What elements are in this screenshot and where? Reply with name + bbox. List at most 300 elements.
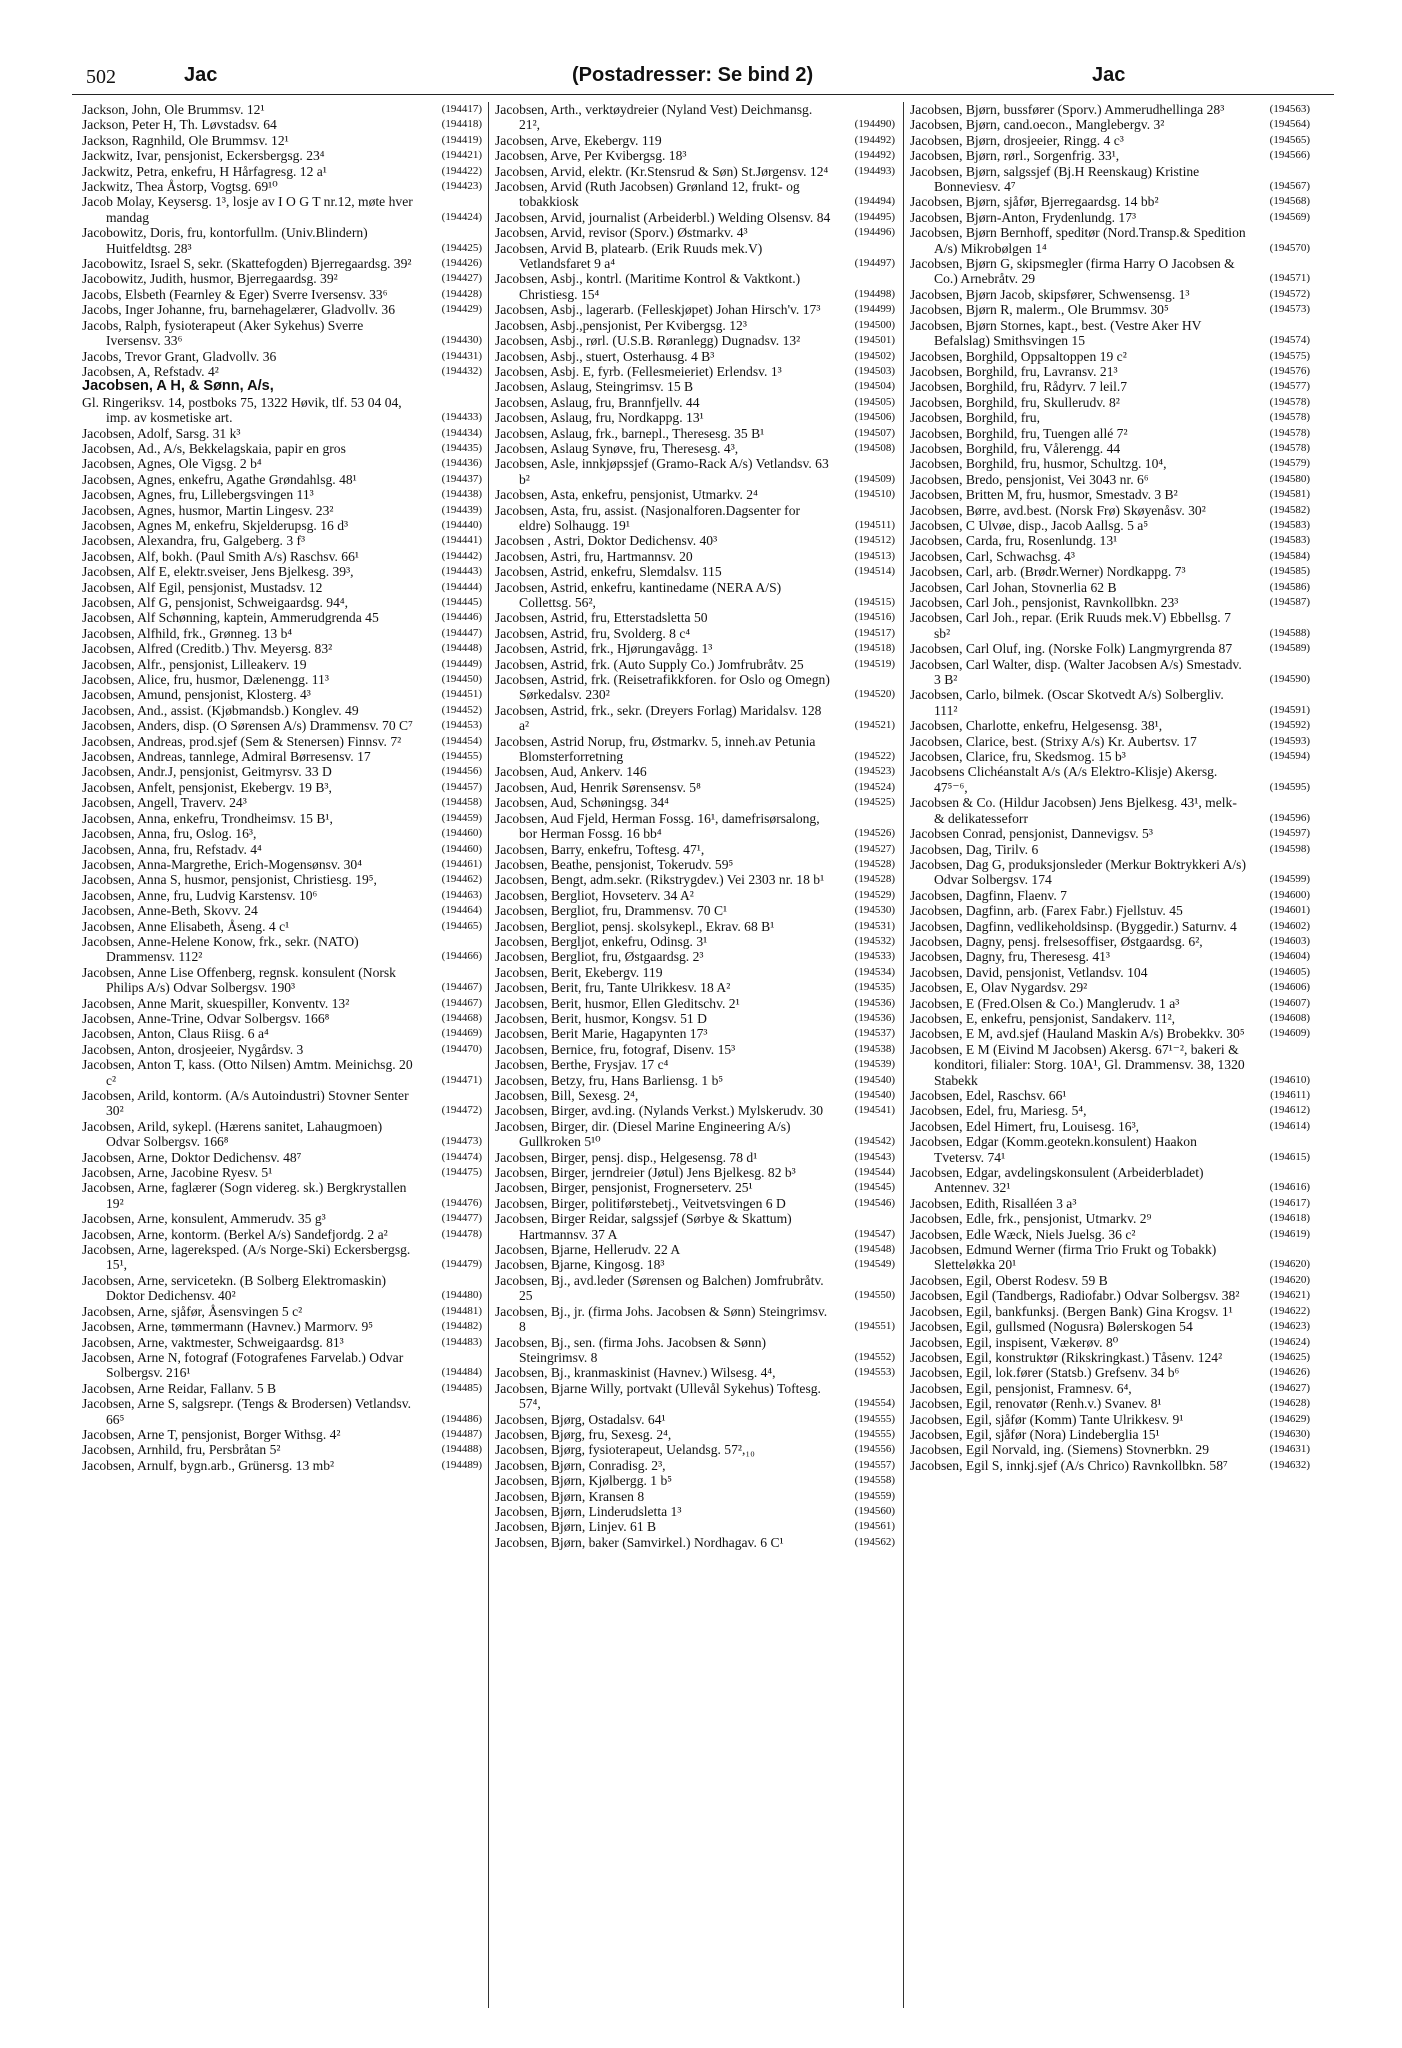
- directory-entry: [495, 888, 895, 903]
- entry-number: (194601): [1269, 904, 1310, 917]
- entry-text: Jacobsen, Anfelt, pensjonist, Ekebergv. 19 B³,: [82, 779, 332, 795]
- entry-text: Jacobsen, Berthe, Frysjav. 17 c⁴: [495, 1057, 669, 1073]
- directory-entry: [910, 1273, 1310, 1288]
- directory-entry: [82, 626, 482, 641]
- entry-text: Jacobsen, Carl Joh., repar. (Erik Ruuds mek.V) Ebbellsg. 7 sb²: [910, 610, 1231, 641]
- directory-entry: [495, 533, 895, 548]
- entry-number: (194580): [1269, 472, 1310, 485]
- header-left-word: Jac: [184, 64, 218, 86]
- entry-number: (194447): [441, 626, 482, 639]
- entry-number: (194515): [854, 596, 895, 608]
- directory-entry: [82, 1350, 482, 1381]
- entry-number: (194432): [441, 364, 482, 377]
- entry-number: (194519): [854, 657, 895, 670]
- directory-entry: [495, 842, 895, 857]
- entry-text: Jacobsen, Birger, dir. (Diesel Marine Engineering A/s) Gullkroken 5¹⁰: [495, 1118, 791, 1150]
- directory-entry: [495, 1273, 895, 1304]
- entry-number: (194449): [441, 657, 482, 670]
- entry-number: (194475): [441, 1166, 482, 1179]
- directory-entry: [82, 1335, 482, 1350]
- directory-entry: [495, 1335, 895, 1366]
- entry-text: Jacobsen, Arne, servicetekn. (B Solberg Elektromaskin) Doktor Dedichensv. 40²: [82, 1272, 387, 1304]
- entry-number: (194610): [1269, 1073, 1310, 1086]
- entry-number: (194494): [854, 195, 895, 208]
- entry-text: Jacobsen, Astrid, enkefru, kantinedame (NERA A/S) Collettsg. 56²,: [495, 579, 782, 610]
- entry-text: Jacobsen, Andreas, prod.sjef (Sem & Stenersen) Finnsv. 7²: [82, 733, 402, 749]
- directory-entry: [910, 1134, 1310, 1165]
- entry-number: (194490): [854, 118, 895, 131]
- entry-text: Jacobsen, Dagfinn, Flaenv. 7: [910, 887, 1067, 903]
- entry-number: (194503): [854, 364, 895, 377]
- entry-text: Jacobowitz, Judith, husmor, Bjerregaardsg. 39²: [82, 271, 338, 287]
- entry-number: (194460): [441, 827, 482, 840]
- entry-text: Jacobsen, Bill, Sexesg. 2⁴,: [495, 1088, 639, 1103]
- directory-entry: [495, 349, 895, 364]
- directory-entry: [910, 210, 1310, 225]
- directory-entry: [910, 117, 1310, 132]
- entry-number: (194568): [1269, 195, 1310, 208]
- entry-text: Jacobsen, Arne, konsulent, Ammerudv. 35 g³: [82, 1211, 326, 1227]
- entry-number: (194533): [854, 950, 895, 963]
- directory-entry: [495, 1026, 895, 1041]
- entry-text: Jacobsen, A, Refstadv. 4²: [82, 363, 219, 379]
- entry-text: Jacobsen, Arvid, revisor (Sporv.) Østmarkv. 4³: [495, 225, 748, 241]
- entry-text: Jacobsen, Anton, Claus Riisg. 6 a⁴: [82, 1026, 269, 1042]
- directory-entry: [910, 364, 1310, 379]
- entry-number: (194421): [441, 149, 482, 162]
- entry-text: Jacobsen, Bjørn, cand.oecon., Manglebergv. 3²: [910, 117, 1165, 133]
- entry-number: (194626): [1269, 1366, 1310, 1379]
- directory-entry: [910, 919, 1310, 934]
- directory-entry: [910, 549, 1310, 564]
- entry-number: (194566): [1269, 149, 1310, 162]
- entry-text: Jacobsen, Edgar (Komm.geotekn.konsulent) Haakon Tvetersv. 74¹: [910, 1134, 1197, 1165]
- entry-text: Jacobsen, Bjørn, drosjeeier, Ringg. 4 c³: [910, 132, 1124, 148]
- entry-text: Jacobsen, Arvid (Ruth Jacobsen) Grønland 12, frukt- og tobakkiosk: [495, 179, 800, 210]
- header-right-word: Jac: [1092, 64, 1126, 86]
- entry-number: (194536): [854, 996, 895, 1009]
- entry-text: Jacobsen, Borghild, fru,: [910, 410, 1041, 426]
- entry-number: (194508): [854, 441, 895, 454]
- entry-number: (194538): [854, 1042, 895, 1055]
- entry-text: Jacobsen, Egil, bankfunksj. (Bergen Bank) Gina Krogsv. 1¹: [910, 1303, 1233, 1319]
- directory-entry: [910, 472, 1310, 487]
- entry-text: Jacobsen & Co. (Hildur Jacobsen) Jens Bjelkesg. 43¹, melk- & delikatesseforr: [910, 795, 1237, 826]
- directory-entry: [910, 426, 1310, 441]
- entry-number: (194426): [441, 257, 482, 270]
- entry-text: Jacobsen, Arild, sykepl. (Hærens sanitet, Lahaugmoen) Odvar Solbergsv. 166⁸: [82, 1118, 383, 1150]
- directory-entry: [82, 780, 482, 795]
- entry-number: (194605): [1269, 965, 1310, 978]
- entry-text: Jacobsen, E M, avd.sjef (Hauland Maskin A/s) Brobekkv. 30⁵: [910, 1026, 1245, 1042]
- entry-number: (194511): [855, 518, 895, 531]
- directory-entry: [82, 1042, 482, 1057]
- entry-number: (194617): [1269, 1196, 1310, 1209]
- entry-number: (194502): [854, 349, 895, 362]
- entry-number: (194621): [1269, 1289, 1310, 1302]
- entry-text: Jacobsen, Bjørg, fru, Sexesg. 2⁴,: [495, 1426, 672, 1442]
- entry-text: Jacobsen, Anne Elisabeth, Åseng. 4 c¹: [82, 918, 290, 934]
- entry-number: (194573): [1269, 303, 1310, 316]
- directory-entry: [495, 379, 895, 394]
- directory-entry: [910, 1211, 1310, 1226]
- entry-text: Jacobsen, Agnes, enkefru, Agathe Grøndahlsg. 48¹: [82, 471, 357, 487]
- entry-text: Jacobsen, Egil, sjåfør (Komm) Tante Ulrikkesv. 9¹: [910, 1411, 1184, 1427]
- entry-number: (194440): [441, 518, 482, 531]
- directory-entry: [910, 687, 1310, 718]
- entry-number: (194632): [1269, 1458, 1310, 1471]
- entry-text: Jacobsen, Birger, politiførstebetj., Veitvetsvingen 6 D: [495, 1195, 786, 1211]
- entry-number: (194550): [854, 1289, 895, 1302]
- entry-number: (194461): [441, 857, 482, 870]
- entry-number: (194631): [1269, 1443, 1310, 1456]
- entry-number: (194521): [854, 719, 895, 732]
- directory-entry: [82, 1088, 482, 1119]
- entry-text: Jacobsen, Aslaug Synøve, fru, Theresesg. 4³,: [495, 440, 739, 456]
- entry-text: Jackwitz, Petra, enkefru, H Hårfagresg. 12 a¹: [82, 163, 327, 179]
- directory-entry: [495, 1427, 895, 1442]
- entry-number: (194620): [1269, 1273, 1310, 1286]
- entry-text: Jacobsen, Borghild, fru, Tuengen allé 7²: [910, 425, 1128, 441]
- directory-entry: [495, 549, 895, 564]
- entry-number: (194419): [441, 133, 482, 146]
- directory-entry: [82, 441, 482, 456]
- entry-text: Jacobsen, Arne, tømmermann (Havnev.) Marmorv. 9⁵: [82, 1319, 374, 1335]
- entry-number: (194595): [1269, 780, 1310, 793]
- entry-number: (194526): [854, 827, 895, 840]
- directory-entry: [82, 533, 482, 548]
- entry-text: Jacobsen, Anders, disp. (O Sørensen A/s) Drammensv. 70 C⁷: [82, 718, 413, 734]
- entry-number: (194443): [441, 565, 482, 578]
- directory-entry: [910, 1088, 1310, 1103]
- entry-text: Jacobs, Inger Johanne, fru, barnehagelærer, Gladvollv. 36: [82, 302, 396, 318]
- entry-number: (194505): [854, 395, 895, 408]
- entry-number: (194456): [441, 765, 482, 778]
- entry-number: (194465): [441, 919, 482, 932]
- entry-text: Jacobsen, Britten M, fru, husmor, Smestadv. 3 B²: [910, 487, 1178, 503]
- entry-text: Jacobsen, Asbj., lagerarb. (Felleskjøpet) Johan Hirsch'v. 17³: [495, 302, 821, 318]
- directory-entry: [910, 857, 1310, 888]
- entry-number: (194493): [854, 164, 895, 177]
- entry-number: (194572): [1269, 287, 1310, 300]
- entry-number: (194487): [441, 1427, 482, 1440]
- entry-number: (194603): [1269, 934, 1310, 947]
- entry-number: (194438): [441, 488, 482, 501]
- entry-number: (194457): [441, 780, 482, 793]
- entry-text: Jacobsen, Birger, pensjonist, Frognerseterv. 25¹: [495, 1180, 753, 1196]
- entry-number: (194596): [1269, 811, 1310, 824]
- directory-entry: [910, 1350, 1310, 1365]
- directory-entry: [495, 1088, 895, 1103]
- entry-number: (194539): [854, 1058, 895, 1071]
- entry-text: Jacobsen, Alfred (Creditb.) Thv. Meyersg. 83²: [82, 641, 333, 657]
- entry-text: Jacobsen, Arnulf, bygn.arb., Grünersg. 13 mb²: [82, 1457, 335, 1473]
- entry-number: (194448): [441, 642, 482, 655]
- directory-entry: [82, 148, 482, 163]
- entry-number: (194528): [854, 873, 895, 886]
- directory-entry: [495, 318, 895, 333]
- entry-text: Jacobsen, Astrid, frk., Hjørungavågg. 1³: [495, 641, 713, 657]
- entry-number: (194535): [854, 981, 895, 994]
- directory-entry: [495, 333, 895, 348]
- directory-entry: [495, 410, 895, 425]
- directory-entry: [495, 672, 895, 703]
- entry-number: (194418): [441, 118, 482, 131]
- entry-text: Jacobsen, Bergliot, Hovseterv. 34 A²: [495, 887, 694, 903]
- entry-text: Jacobs, Trevor Grant, Gladvollv. 36: [82, 348, 277, 364]
- entry-text: Jacobsen, Borghild, fru, Lavransv. 21³: [910, 363, 1118, 379]
- directory-entry: [910, 934, 1310, 949]
- directory-entry: [82, 318, 482, 349]
- entry-number: (194496): [854, 226, 895, 239]
- entry-number: (194424): [441, 210, 482, 223]
- directory-entry: [910, 1335, 1310, 1350]
- entry-text: Jacobsen, Aslaug, fru, Nordkappg. 13¹: [495, 410, 704, 426]
- directory-entry: [82, 456, 482, 471]
- entry-number: (194569): [1269, 210, 1310, 223]
- directory-entry: [495, 395, 895, 410]
- entry-text: Jacobsen, Bjørn R, malerm., Ole Brummsv. 30⁵: [910, 302, 1169, 318]
- entry-number: (194485): [441, 1381, 482, 1394]
- entry-number: (194481): [441, 1304, 482, 1317]
- entry-text: Jacobsen, Dagfinn, arb. (Farex Fabr.) Fjellstuv. 45: [910, 903, 1183, 919]
- entry-number: (194608): [1269, 1011, 1310, 1024]
- entry-text: Jacobsen, Arne, faglærer (Sogn videreg. sk.) Bergkrystallen 19²: [82, 1180, 407, 1211]
- entry-text: Jacobsen, Astrid, frk. (Auto Supply Co.) Jomfrubråtv. 25: [495, 656, 804, 672]
- directory-entry: [82, 1180, 482, 1211]
- directory-entry: [82, 595, 482, 610]
- directory-entry: [82, 1458, 482, 1473]
- column-1: [82, 102, 482, 1473]
- directory-entry: [910, 1396, 1310, 1411]
- directory-entry: [910, 949, 1310, 964]
- entry-number: (194478): [441, 1227, 482, 1240]
- entry-number: (194578): [1269, 395, 1310, 408]
- entry-text: Jacobsen, Arve, Ekebergv. 119: [495, 132, 662, 148]
- directory-entry: [495, 1412, 895, 1427]
- directory-entry: [82, 764, 482, 779]
- directory-entry: [910, 456, 1310, 471]
- entry-text: Jacobsen, Alfr., pensjonist, Lilleakerv. 19: [82, 656, 307, 672]
- entry-number: (194578): [1269, 411, 1310, 424]
- entry-number: (194547): [854, 1227, 895, 1240]
- entry-number: (194446): [441, 611, 482, 624]
- entry-number: (194531): [854, 919, 895, 932]
- entry-number: (194492): [854, 149, 895, 162]
- entry-text: Jacobsen, Agnes, husmor, Martin Lingesv. 23²: [82, 502, 334, 518]
- directory-entry: [495, 1489, 895, 1504]
- entry-text: Jacobsen, Astrid, fru, Etterstadsletta 50: [495, 610, 708, 626]
- entry-text: Jacobowitz, Israel S, sekr. (Skattefogden) Bjerregaardsg. 39²: [82, 256, 412, 272]
- directory-entry: [495, 626, 895, 641]
- entry-text: Jacobsen, Bjørn, Kransen 8: [495, 1488, 645, 1504]
- entry-text: Jacobsen, Bjørg, fysioterapeut, Uelandsg. 57²,₁₀: [495, 1442, 755, 1458]
- directory-entry: [82, 503, 482, 518]
- entry-text: Jacobsen, Agnes, Ole Vigsg. 2 b⁴: [82, 456, 262, 472]
- entry-text: Jacobsen, Anne, fru, Ludvig Karstensv. 10⁶: [82, 887, 318, 903]
- entry-number: (194553): [854, 1366, 895, 1379]
- entry-number: (194567): [1269, 180, 1310, 193]
- directory-entry: [82, 1119, 482, 1150]
- entry-text: Jacobsen, Alf E, elektr.sveiser, Jens Bjelkesg. 39³,: [82, 564, 354, 580]
- directory-entry: [495, 487, 895, 502]
- entry-number: (194536): [854, 1011, 895, 1024]
- directory-entry: [495, 1196, 895, 1211]
- directory-entry: [82, 194, 482, 225]
- entry-text: Jacobsen, Bjørn, Linderudsletta 1³: [495, 1503, 682, 1519]
- entry-text: Jacobsen, Egil, pensjonist, Framnesv. 6⁴,: [910, 1380, 1132, 1396]
- entry-number: (194444): [441, 580, 482, 593]
- entry-text: Jacobsens Clichéanstalt A/s (A/s Elektro-Klisje) Akersg. 47⁵⁻⁶,: [910, 764, 1218, 795]
- directory-entry: [910, 256, 1310, 287]
- entry-text: Jacobsen, Arne T, pensjonist, Borger Withsg. 4²: [82, 1426, 341, 1442]
- entry-text: Jacobsen, Alfhild, frk., Grønneg. 13 b⁴: [82, 625, 293, 641]
- entry-number: (194463): [441, 888, 482, 901]
- entry-number: (194559): [854, 1489, 895, 1502]
- directory-entry: [495, 1165, 895, 1180]
- entry-number: (194577): [1269, 380, 1310, 393]
- entry-number: (194589): [1269, 642, 1310, 655]
- directory-entry: [910, 641, 1310, 656]
- entry-number: (194434): [441, 426, 482, 439]
- directory-entry: [82, 749, 482, 764]
- directory-entry: [910, 1227, 1310, 1242]
- entry-number: (194480): [441, 1289, 482, 1302]
- entry-text: Jacobsen, Alf G, pensjonist, Schweigaardsg. 94⁴,: [82, 595, 349, 610]
- entry-text: Jacobsen, Arvid B, platearb. (Erik Ruuds mek.V) Vetlandsfaret 9 a⁴: [495, 240, 763, 272]
- entry-number: (194501): [854, 334, 895, 347]
- entry-number: (194611): [1270, 1089, 1310, 1101]
- entry-text: Jacobsen, Egil, sjåfør (Nora) Lindeberglia 15¹: [910, 1426, 1160, 1442]
- entry-number: (194506): [854, 411, 895, 424]
- entry-text: Jacobsen, Berit Marie, Hagapynten 17³: [495, 1026, 708, 1042]
- directory-entry: [82, 1427, 482, 1442]
- entry-number: (194479): [441, 1258, 482, 1271]
- entry-text: Jacobsen, Dagny, pensj. frelsesoffiser, Østgaardsg. 6²,: [910, 933, 1203, 949]
- entry-number: (194555): [854, 1412, 895, 1425]
- entry-text: Jacobsen, Birger, jerndreier (Jøtul) Jens Bjelkesg. 82 b³: [495, 1165, 796, 1181]
- directory-entry: [82, 919, 482, 934]
- entry-number: (194609): [1269, 1027, 1310, 1040]
- entry-text: Jacobsen, Arne S, salgsrepr. (Tengs & Brodersen) Vetlandsv. 66⁵: [82, 1396, 412, 1427]
- entry-number: (194473): [441, 1135, 482, 1148]
- directory-entry: [910, 379, 1310, 394]
- entry-number: (194585): [1269, 565, 1310, 578]
- entry-text: Jacobsen, Anna-Margrethe, Erich-Mogensønsv. 30⁴: [82, 856, 362, 872]
- entry-text: Jacobsen, Astrid, frk. (Reisetrafikkforen. for Oslo og Omegn) Sørkedalsv. 230²: [495, 672, 830, 703]
- entry-number: (194582): [1269, 503, 1310, 516]
- entry-text: Jacobsen, Astrid, enkefru, Slemdalsv. 115: [495, 564, 722, 580]
- directory-entry: [82, 1396, 482, 1427]
- entry-text: Jacobsen, Andreas, tannlege, Admiral Børresensv. 17: [82, 749, 371, 765]
- directory-entry: [495, 1180, 895, 1195]
- directory-entry: [82, 934, 482, 965]
- entry-text: Jacobsen, Charlotte, enkefru, Helgesensg. 38¹,: [910, 718, 1163, 734]
- column-2: [495, 102, 895, 1550]
- directory-entry: [910, 610, 1310, 641]
- directory-entry: [495, 872, 895, 887]
- entry-number: (194464): [441, 904, 482, 917]
- entry-text: Jacobsen , Astri, Doktor Dedichensv. 40³: [495, 533, 718, 549]
- entry-text: Jacobsen, Anna, enkefru, Trondheimsv. 15 B¹,: [82, 810, 333, 826]
- entry-number: (194467): [441, 996, 482, 1009]
- directory-entry: [82, 426, 482, 441]
- entry-number: (194467): [441, 981, 482, 994]
- entry-text: Jacobsen, Dagny, fru, Theresesg. 41³: [910, 949, 1110, 965]
- directory-entry: [82, 1442, 482, 1457]
- directory-entry: [495, 795, 895, 810]
- entry-text: Jacobsen, Aud, Schøningsg. 34⁴: [495, 795, 669, 811]
- directory-entry: [495, 1519, 895, 1534]
- directory-entry: [495, 965, 895, 980]
- entry-number: (194492): [854, 133, 895, 146]
- entry-text: Jacobsen, Aud, Henrik Sørensensv. 5⁸: [495, 779, 701, 795]
- entry-number: (194495): [854, 210, 895, 223]
- directory-entry: [910, 795, 1310, 826]
- entry-number: (194489): [441, 1458, 482, 1471]
- column-divider: [903, 102, 904, 2008]
- entry-text: Jacobsen, Anton T, kass. (Otto Nilsen) Amtm. Meinichsg. 20 c²: [82, 1057, 413, 1088]
- directory-entry: [495, 1458, 895, 1473]
- directory-entry: [495, 919, 895, 934]
- entry-text: Jacobsen, Arne, lagereksped. (A/s Norge-Ski) Eckersbergsg. 15¹,: [82, 1242, 411, 1273]
- directory-entry: [495, 1103, 895, 1118]
- directory-entry: [910, 749, 1310, 764]
- entry-text: Jacobsen, Carl Walter, disp. (Walter Jacobsen A/s) Smestadv. 3 B²: [910, 656, 1242, 688]
- entry-number: (194471): [441, 1073, 482, 1086]
- entry-number: (194520): [854, 688, 895, 701]
- entry-number: (194548): [854, 1243, 895, 1256]
- directory-entry: [495, 610, 895, 625]
- entry-number: (194469): [441, 1027, 482, 1040]
- directory-entry: [82, 395, 482, 426]
- entry-text: Jacobsen, Bjørn, sjåfør, Bjerregaardsg. 14 bb²: [910, 194, 1159, 210]
- entry-text: Jacobsen, C Ulvøe, disp., Jacob Aallsg. 5 a⁵: [910, 517, 1149, 533]
- entry-number: (194534): [854, 965, 895, 978]
- directory-entry: [82, 965, 482, 996]
- entry-text: Jacobsen, Arve, Per Kvibergsg. 18³: [495, 148, 687, 164]
- directory-entry: [495, 1150, 895, 1165]
- entry-number: (194555): [854, 1427, 895, 1440]
- directory-entry: [910, 764, 1310, 795]
- entry-number: (194575): [1269, 349, 1310, 362]
- entry-text: Jacobsen, Egil, konstruktør (Rikskringkast.) Tåsenv. 124²: [910, 1349, 1223, 1365]
- entry-number: (194482): [441, 1320, 482, 1333]
- entry-number: (194578): [1269, 426, 1310, 439]
- entry-text: Jacobsen, Bergliot, fru, Østgaardsg. 2³: [495, 949, 704, 965]
- entry-text: Jacobsen, Arne N, fotograf (Fotografenes Farvelab.) Odvar Solbergsv. 216¹: [82, 1349, 404, 1381]
- entry-text: Jacobsen, Aud, Ankerv. 146: [495, 764, 647, 780]
- entry-number: (194518): [854, 642, 895, 655]
- entry-number: (194625): [1269, 1350, 1310, 1363]
- entry-number: (194445): [441, 596, 482, 608]
- entry-number: (194453): [441, 719, 482, 732]
- directory-entry: [82, 734, 482, 749]
- entry-number: (194476): [441, 1196, 482, 1209]
- entry-text: Jacobsen, Bjørn, rørl., Sorgenfrig. 33¹,: [910, 148, 1120, 164]
- entry-text: Jacobsen, Dag G, produksjonsleder (Merkur Boktrykkeri A/s) Odvar Solbergsv. 174: [910, 856, 1247, 888]
- entry-text: Jacobsen, Arne, sjåfør, Åsensvingen 5 c²: [82, 1303, 303, 1319]
- directory-entry: [495, 102, 895, 133]
- entry-text: Jacobsen, Aslaug, Steingrimsv. 15 B: [495, 379, 694, 395]
- entry-number: (194587): [1269, 596, 1310, 608]
- entry-number: (194583): [1269, 518, 1310, 531]
- entry-text: Jacobsen, Carl Joh., pensjonist, Ravnkollbkn. 23³: [910, 595, 1179, 610]
- entry-text: Jacobsen, Egil, inspisent, Vækerøv. 8⁰: [910, 1334, 1119, 1350]
- entry-number: (194422): [441, 164, 482, 177]
- entry-number: (194545): [854, 1181, 895, 1194]
- directory-entry: [495, 657, 895, 672]
